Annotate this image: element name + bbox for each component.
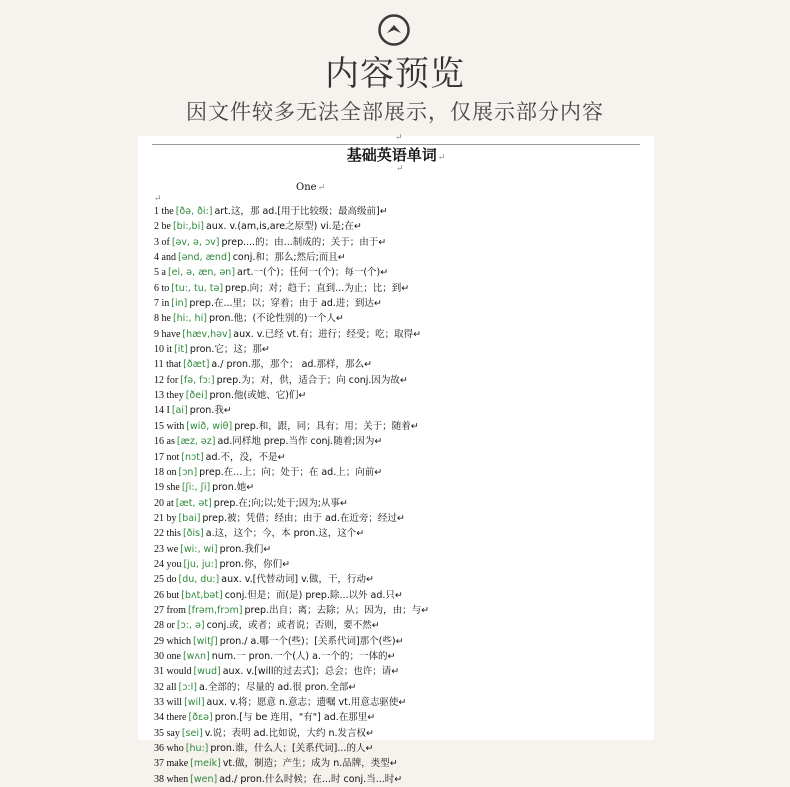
word-phonetic: [bʌt,bət] — [181, 589, 223, 601]
paragraph-mark: ↵ — [396, 164, 404, 174]
word-entry — [154, 695, 644, 710]
word-definition: a.全部的；尽量的 ad.很 pron.全部↵ — [198, 681, 357, 693]
word-entry — [154, 419, 644, 434]
word-term: 28 or — [154, 620, 175, 632]
word-entry — [154, 450, 644, 465]
word-term: 31 would — [154, 666, 192, 678]
word-entry — [154, 649, 644, 664]
word-definition: art.一(个)；任何一(个)；每一(个)↵ — [237, 267, 389, 279]
word-term: 10 it — [154, 344, 173, 356]
word-entry — [154, 265, 644, 280]
word-term: 15 with — [154, 420, 185, 432]
word-term: 14 I — [154, 405, 170, 417]
word-entry — [154, 726, 644, 741]
word-phonetic: [bai] — [178, 512, 201, 524]
word-phonetic: [ɔ:, ə] — [176, 620, 205, 632]
word-definition: pron.他(或她、它)们↵ — [209, 390, 307, 402]
word-entry — [154, 465, 644, 480]
word-phonetic: [sei] — [181, 727, 203, 739]
word-term: 1 the — [154, 206, 174, 217]
word-phonetic: [æt, ət] — [175, 497, 212, 509]
word-definition: ad.不，没，不是↵ — [205, 451, 286, 463]
word-definition: pron.谁，什么人；[关系代词]...的人↵ — [210, 743, 374, 755]
word-definition: pron.我们↵ — [219, 543, 272, 555]
section-label — [296, 182, 325, 193]
word-phonetic: [wið, wiθ] — [186, 420, 233, 432]
word-entry — [154, 434, 644, 449]
word-list — [154, 204, 644, 787]
word-term: 27 from — [154, 604, 186, 616]
word-term: 20 at — [154, 497, 174, 509]
document-heading-text: 基础英语单词 — [346, 146, 437, 164]
word-entry — [154, 542, 644, 557]
word-phonetic: [ðə, ði:] — [175, 206, 213, 217]
word-entry — [154, 526, 644, 541]
document-preview — [138, 133, 654, 785]
word-phonetic: [hæv,həv] — [182, 328, 232, 340]
word-entry — [154, 664, 644, 679]
word-entry — [154, 741, 644, 756]
word-definition: conj.和；那么;然后;而且↵ — [232, 252, 346, 264]
word-term: 21 by — [154, 512, 177, 524]
word-phonetic: [ai] — [171, 405, 188, 417]
word-term: 32 all — [154, 681, 177, 693]
word-definition: prep....的；由...制成的；关于；由于↵ — [221, 236, 387, 248]
word-term: 25 do — [154, 574, 177, 586]
word-definition: pron./ a.哪一个(些)；[关系代词]那个(些)↵ — [219, 635, 404, 647]
word-entry — [154, 634, 644, 649]
word-entry — [154, 204, 644, 219]
word-entry — [154, 680, 644, 695]
word-phonetic: [tu:, tu, tə] — [171, 282, 224, 294]
word-term: 12 for — [154, 374, 179, 386]
word-entry — [154, 281, 644, 296]
document-heading — [138, 144, 654, 165]
word-entry — [154, 772, 644, 787]
word-phonetic: [wud] — [193, 666, 221, 678]
word-phonetic: [ju, ju:] — [183, 558, 218, 570]
word-definition: vt.做，制造；产生；成为 n.品牌，类型↵ — [222, 758, 398, 770]
word-term: 6 to — [154, 282, 170, 294]
word-term: 36 who — [154, 743, 184, 755]
word-entry — [154, 388, 644, 403]
word-phonetic: [du, du:] — [178, 574, 220, 586]
word-entry — [154, 511, 644, 526]
word-term: 13 they — [154, 390, 184, 402]
word-entry — [154, 618, 644, 633]
word-term: 18 on — [154, 466, 177, 478]
paragraph-mark: ↵ — [437, 153, 446, 163]
chevron-up-logo-icon — [378, 14, 410, 46]
word-definition: a./ pron.那，那个； ad.那样，那么↵ — [211, 359, 372, 371]
word-term: 2 be — [154, 221, 171, 233]
word-entry — [154, 557, 644, 572]
word-phonetic: [wʌn] — [182, 650, 210, 662]
word-phonetic: [hu:] — [185, 743, 209, 755]
word-term: 19 she — [154, 482, 180, 494]
word-phonetic: [nɔt] — [181, 451, 204, 463]
word-definition: prep.为；对，供，适合于；向 conj.因为故↵ — [216, 374, 408, 386]
word-phonetic: [witʃ] — [192, 635, 218, 647]
word-phonetic: [wil] — [184, 697, 205, 708]
word-definition: conj.但是；而(是) prep.除...以外 ad.只↵ — [224, 589, 403, 601]
word-term: 29 which — [154, 635, 191, 647]
word-phonetic: [frəm,frɔm] — [187, 604, 243, 616]
word-entry — [154, 496, 644, 511]
word-definition: prep.在...里；以；穿着；由于 ad.进；到达↵ — [189, 298, 382, 310]
word-definition: num.一 pron.一个(人) a.一个的；一体的↵ — [211, 650, 396, 662]
word-phonetic: [ənd, ænd] — [177, 252, 231, 264]
word-definition: prep.在...上；向；处于；在 ad.上；向前↵ — [199, 466, 383, 478]
word-definition: aux. v.已经 vt.有；进行；经受；吃；取得↵ — [233, 328, 422, 340]
word-entry — [154, 403, 644, 418]
word-definition: prep.和，跟，同；具有；用；关于；随着↵ — [234, 420, 419, 432]
word-term: 7 in — [154, 298, 170, 310]
word-phonetic: [wi:, wi] — [180, 543, 218, 555]
word-phonetic: [ðei] — [185, 390, 208, 402]
word-definition: aux. v.将；愿意 n.意志；遗嘱 vt.用意志驱使↵ — [206, 697, 407, 708]
word-phonetic: [ɔn] — [178, 466, 198, 478]
word-phonetic: [meik] — [190, 758, 221, 770]
word-phonetic: [fə, fɔ:] — [180, 374, 215, 386]
word-definition: pron.我↵ — [189, 405, 232, 417]
word-definition: ad./ pron.什么时候；在...时 conj.当...时↵ — [219, 773, 403, 785]
word-entry — [154, 250, 644, 265]
word-definition: aux. v.[will的过去式]；总会；也许；请↵ — [222, 666, 400, 678]
word-term: 34 there — [154, 712, 187, 724]
word-term: 23 we — [154, 543, 179, 555]
word-entry — [154, 342, 644, 357]
word-phonetic: [ðis] — [182, 528, 204, 540]
word-entry — [154, 296, 644, 311]
word-phonetic: [bi:,bi] — [172, 221, 204, 233]
word-entry — [154, 603, 644, 618]
word-phonetic: [ðɛə] — [188, 712, 213, 724]
word-definition: ad.同样地 prep.当作 conj.随着;因为↵ — [217, 436, 383, 448]
word-term: 3 of — [154, 236, 170, 248]
word-entry — [154, 373, 644, 388]
word-definition: pron.它；这；那↵ — [189, 344, 270, 356]
word-definition: prep.向；对；趋于；直到...为止；比；到↵ — [225, 282, 410, 294]
section-label-text: One — [296, 182, 317, 193]
word-term: 24 you — [154, 558, 182, 570]
word-term: 37 make — [154, 758, 189, 770]
page-title: 内容预览 — [325, 54, 465, 94]
word-entry — [154, 588, 644, 603]
word-phonetic: [it] — [174, 344, 188, 356]
word-entry — [154, 219, 644, 234]
word-definition: art.这，那 ad.[用于比较级；最高级前]↵ — [214, 206, 388, 217]
word-phonetic: [ei, ə, æn, ən] — [167, 267, 236, 279]
word-phonetic: [ʃi:, ʃi] — [181, 482, 211, 494]
paragraph-mark: ↵ — [154, 194, 162, 204]
word-term: 22 this — [154, 528, 181, 540]
word-definition: aux. v.(am,is,are之原型) vi.是;在↵ — [205, 221, 362, 233]
word-phonetic: [ɔ:l] — [178, 681, 197, 693]
word-entry — [154, 357, 644, 372]
word-definition: pron.她↵ — [212, 482, 255, 494]
word-term: 16 as — [154, 436, 175, 448]
word-entry — [154, 756, 644, 771]
word-term: 26 but — [154, 589, 180, 601]
word-phonetic: [hi:, hi] — [172, 313, 207, 325]
word-entry — [154, 235, 644, 250]
word-term: 5 a — [154, 267, 166, 279]
word-term: 30 one — [154, 650, 181, 662]
word-entry — [154, 480, 644, 495]
word-definition: aux. v.[代替动词] v.做，干，行动↵ — [221, 574, 374, 586]
word-definition: prep.在;向;以;处于;因为;从事↵ — [213, 497, 348, 509]
paragraph-mark: ↵ — [317, 183, 326, 193]
word-definition: prep.出自；离；去除；从；因为，由；与↵ — [244, 604, 430, 616]
word-definition: pron.他；(不论性别的)一个人↵ — [208, 313, 344, 325]
word-entry — [154, 710, 644, 725]
word-term: 9 have — [154, 328, 181, 340]
word-phonetic: [ðæt] — [183, 359, 210, 371]
word-entry — [154, 572, 644, 587]
word-phonetic: [æz, əz] — [176, 436, 216, 448]
word-term: 35 say — [154, 727, 180, 739]
word-term: 33 will — [154, 697, 183, 708]
word-term: 38 when — [154, 773, 189, 785]
word-phonetic: [wen] — [190, 773, 218, 785]
word-definition: pron.[与 be 连用，"有"] ad.在那里↵ — [214, 712, 376, 724]
word-definition: prep.被；凭借；经由；由于 ad.在近旁；经过↵ — [202, 512, 405, 524]
word-definition: a.这，这个；今，本 pron.这，这个↵ — [205, 528, 365, 540]
word-definition: pron.你，你们↵ — [219, 558, 291, 570]
word-term: 4 and — [154, 252, 176, 264]
word-term: 8 he — [154, 313, 171, 325]
word-term: 17 not — [154, 451, 180, 463]
page-subtitle: 因文件较多无法全部展示，仅展示部分内容 — [186, 100, 604, 124]
word-phonetic: [in] — [171, 298, 188, 310]
word-phonetic: [əv, ə, ɔv] — [171, 236, 220, 248]
word-definition: conj.或，或者；或者说；否则，要不然↵ — [206, 620, 380, 632]
paragraph-mark: ↵ — [395, 133, 403, 143]
word-entry — [154, 311, 644, 326]
word-entry — [154, 327, 644, 342]
word-term: 11 that — [154, 359, 182, 371]
word-definition: v.说；表明 ad.比如说，大约 n.发言权↵ — [204, 727, 375, 739]
